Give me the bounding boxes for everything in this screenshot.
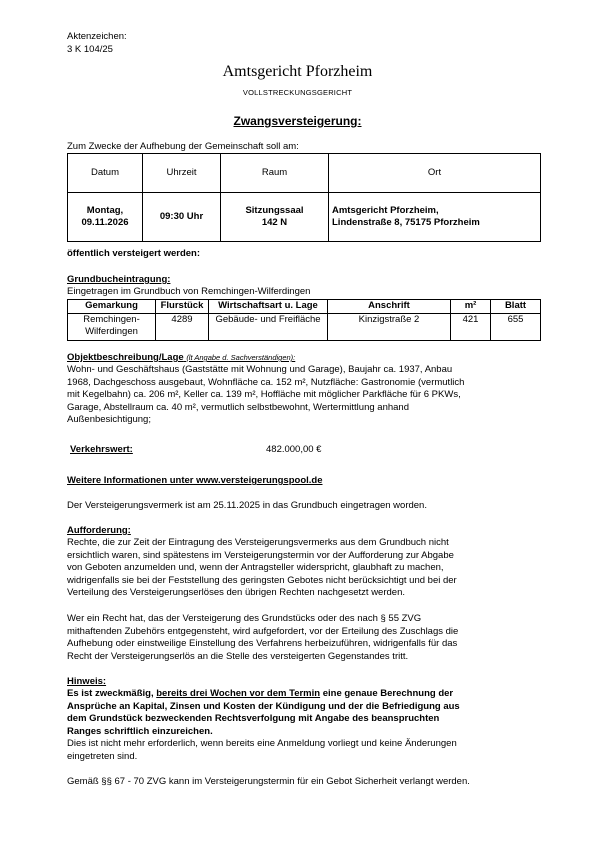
aufforderung-paragraph-1 (67, 537, 541, 600)
grundbuch-header-row (68, 300, 541, 314)
raum-number: 142 N (261, 217, 288, 228)
hinweis-bold-text (67, 688, 541, 738)
header-datum: Datum (68, 154, 143, 193)
raum-name: Sitzungssaal (245, 204, 304, 216)
case-number: 3 K 104/25 (67, 43, 113, 55)
header-blatt: Blatt (491, 300, 541, 314)
hinweis-heading: Hinweis: (67, 676, 107, 687)
aufforderung-line: widrigenfalls sie bei der Feststellung des geringsten Gebotes nicht berücksichtigt und bei der (67, 574, 457, 586)
auction-statement: öffentlich versteigert werden: (67, 248, 201, 259)
hinweis-deadline: bereits drei Wochen vor dem Termin (156, 688, 321, 699)
grundbuch-data-row (68, 313, 541, 340)
cell-wirtschaftsart: Gebäude- und Freifläche (209, 313, 328, 340)
objekt-heading: Objektbeschreibung/Lage (67, 352, 184, 363)
aufforderung-line: von Geboten anzumelden und, wenn der Antragsteller widerspricht, glaubhaft zu machen, (67, 562, 444, 573)
ort-address: Lindenstraße 8, 75175 Pforzheim (332, 217, 480, 228)
objekt-line: Garage, Abstellraum ca. 40 m², vermutlich selbstbewohnt, Wertermittlung anhand (67, 401, 409, 413)
aufforderung-paragraph-2 (67, 613, 541, 663)
auction-table-data-row (68, 193, 541, 242)
hinweis-first-line (67, 688, 541, 701)
header-uhrzeit: Uhrzeit (143, 154, 221, 193)
objekt-heading-line (67, 352, 541, 365)
hinweis-line: Dies ist nicht mehr erforderlich, wenn bereits eine Anmeldung vorliegt und keine Änderungen (67, 738, 457, 749)
header-raum: Raum (221, 154, 329, 193)
court-name: Amtsgericht Pforzheim (222, 63, 373, 80)
header-gemarkung: Gemarkung (68, 300, 156, 314)
cell-datum (68, 193, 143, 242)
objekt-line: Außenbesichtigung; (67, 414, 151, 425)
cell-gemarkung (68, 313, 156, 340)
verkehrswert-label: Verkehrswert: (70, 444, 133, 455)
hinweis-line: dem Grundstück bezweckenden Rechtsverfolgung mit Angabe des beanspruchten (67, 713, 440, 724)
document-title: Zwangsversteigerung: (233, 114, 362, 128)
header-qm: m² (451, 300, 491, 314)
grundbuch-heading: Grundbucheintragung: (67, 274, 171, 285)
aufforderung-line: ersichtlich waren, sind spätestens im Versteigerungstermin vor der Aufforderung zur Abgabe (67, 549, 454, 561)
court-department: VOLLSTRECKUNGSGERICHT (242, 88, 353, 97)
gemarkung-line1: Remchingen- (83, 313, 140, 325)
objekt-line: mit Kegelbahn) ca. 206 m², Keller ca. 139 m², Hoffläche mit möglicher Parkfläche für 6 PKWs, (67, 389, 461, 400)
objekt-heading-note: (lt Angabe d. Sachverständigen): (186, 353, 296, 362)
hinweis-line: eingetreten sind. (67, 750, 138, 762)
aufforderung-line: Recht der Versteigerungserlös an die Stelle des versteigerten Gegenstandes tritt. (67, 650, 409, 662)
hinweis-post: eine genaue Berechnung der (320, 688, 454, 699)
aufforderung-line: mithaftenden Zubehörs entgegensteht, wird aufgefordert, vor der Erteilung des Zuschlags die (67, 625, 459, 637)
cell-blatt: 655 (491, 313, 541, 340)
hinweis-line: Ranges schriftlich einzureichen. (67, 725, 213, 737)
gemarkung-line2: Wilferdingen (85, 326, 138, 337)
header-anschrift: Anschrift (328, 300, 451, 314)
aufforderung-line: Aufhebung oder einstweilige Einstellung des Verfahrens herbeizuführen, widrigenfalls für das (67, 638, 458, 649)
aufforderung-heading: Aufforderung: (67, 525, 131, 536)
datum-weekday: Montag, (86, 204, 124, 216)
header-wirtschaftsart: Wirtschaftsart u. Lage (209, 300, 328, 314)
aufforderung-line: Verteilung des Versteigerungserlöses den übrigen Rechten nachgesetzt werden. (67, 587, 405, 598)
cell-uhrzeit: 09:30 Uhr (143, 193, 221, 242)
aufforderung-line: Wer ein Recht hat, das der Versteigerung des Grundstücks oder des nach § 55 ZVG (67, 613, 422, 624)
hinweis-pre: Es ist zweckmäßig, (67, 688, 157, 699)
cell-ort (329, 193, 541, 242)
intro-text: Zum Zwecke der Aufhebung der Gemeinschaft soll am: (67, 141, 299, 152)
header-flurstueck: Flurstück (156, 300, 209, 314)
case-number-label: Aktenzeichen: (67, 31, 127, 42)
sicherheit-text: Gemäß §§ 67 - 70 ZVG kann im Versteigerungstermin für ein Gebot Sicherheit verlangt werden. (67, 776, 470, 787)
hinweis-normal-text (67, 738, 541, 763)
datum-date: 09.11.2026 (81, 217, 129, 228)
aufforderung-line: Rechte, die zur Zeit der Eintragung des Versteigerungsvermerks aus dem Grundbuch nicht (67, 537, 449, 548)
grundbuch-table (67, 299, 541, 341)
objekt-line: Wohn- und Geschäftshaus (Gaststätte mit Wohnung und Garage), Baujahr ca. 1937, Anbau (67, 364, 453, 375)
case-number-block (67, 31, 127, 56)
cell-flurstueck: 4289 (156, 313, 209, 340)
cell-qm: 421 (451, 313, 491, 340)
objekt-line: 1968, Dachgeschoss ausgebaut, Wohnfläche ca. 152 m², Nutzfläche: Gastronomie (vermutlich (67, 376, 465, 388)
vermerk-text: Der Versteigerungsvermerk ist am 25.11.2025 in das Grundbuch eingetragen worden. (67, 500, 427, 511)
ort-name: Amtsgericht Pforzheim, (332, 204, 439, 216)
hinweis-line: Ansprüche an Kapital, Zinsen und Kosten der Kündigung und der die Befriedigung aus (67, 700, 460, 712)
cell-anschrift: Kinzigstraße 2 (328, 313, 451, 340)
header-ort: Ort (329, 154, 541, 193)
auction-table-header-row (68, 154, 541, 193)
more-info-link[interactable]: Weitere Informationen unter www.versteigerungspool.de (67, 475, 323, 486)
objekt-description (67, 364, 541, 427)
grundbuch-subline: Eingetragen im Grundbuch von Remchingen-Wilferdingen (67, 286, 311, 297)
verkehrswert-value: 482.000,00 € (266, 444, 322, 455)
auction-date-table (67, 153, 541, 242)
cell-raum (221, 193, 329, 242)
